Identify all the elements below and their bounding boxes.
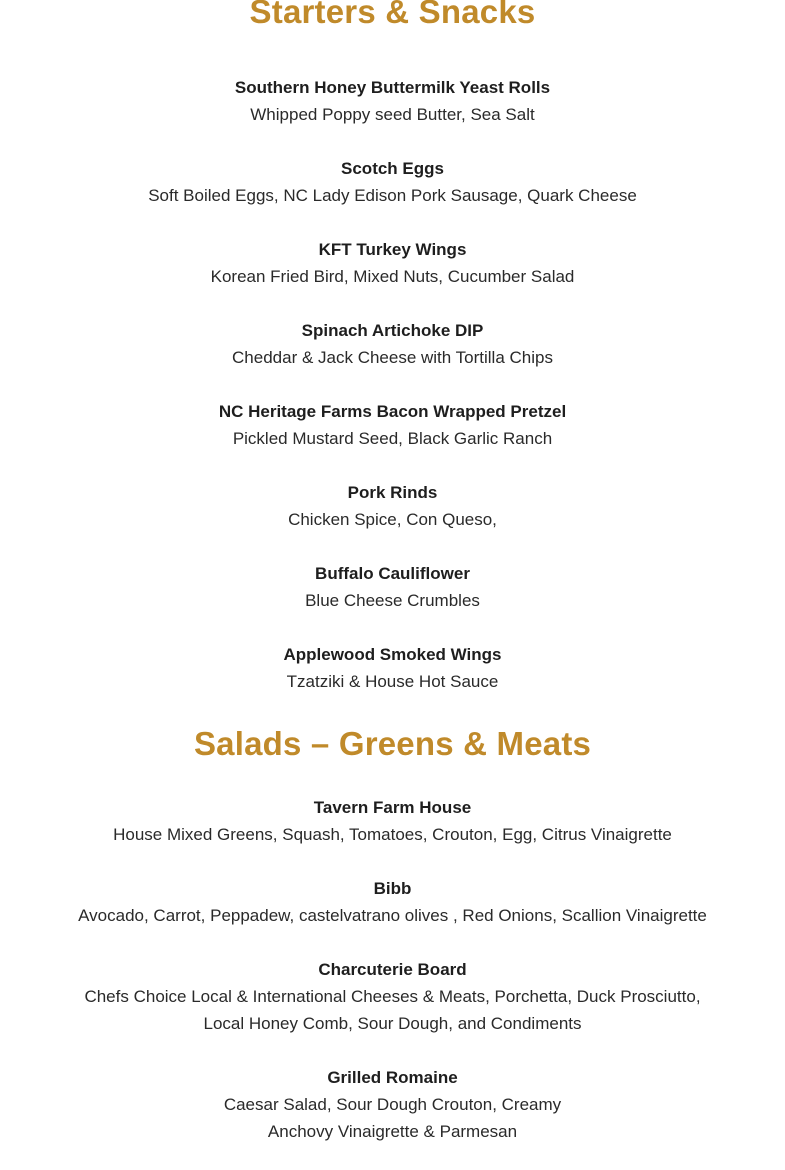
menu-item-name: Bibb xyxy=(373,879,412,898)
menu-item-name: NC Heritage Farms Bacon Wrapped Pretzel xyxy=(218,402,567,421)
menu-item-description: Avocado, Carrot, Peppadew, castelvatrano olives , Red Onions, Scallion Vinaigrette xyxy=(78,906,707,925)
menu-item-description: Cheddar & Jack Cheese with Tortilla Chips xyxy=(232,348,553,367)
menu-item xyxy=(0,641,785,695)
menu-item-description: Soft Boiled Eggs, NC Lady Edison Pork Sausage, Quark Cheese xyxy=(148,186,637,205)
menu-item xyxy=(0,155,785,209)
menu-item-name: Grilled Romaine xyxy=(327,1068,458,1087)
menu-item-name: Spinach Artichoke DIP xyxy=(301,321,484,340)
menu-item-name: Applewood Smoked Wings xyxy=(283,645,502,664)
menu-item-description: Chefs Choice Local & International Cheeses & Meats, Porchetta, Duck Prosciutto, Local Honey Comb, Sour Dough, and Condiments xyxy=(84,987,701,1033)
menu-item-description: Chicken Spice, Con Queso, xyxy=(288,510,497,529)
menu-item-description: Whipped Poppy seed Butter, Sea Salt xyxy=(250,105,535,124)
menu-item-description: Korean Fried Bird, Mixed Nuts, Cucumber Salad xyxy=(210,267,575,286)
menu-item xyxy=(0,236,785,290)
section-heading-salads: Salads – Greens & Meats xyxy=(193,725,592,762)
menu-item xyxy=(0,1064,785,1145)
menu-item-description: Pickled Mustard Seed, Black Garlic Ranch xyxy=(232,429,553,448)
menu-item-description: House Mixed Greens, Squash, Tomatoes, Crouton, Egg, Citrus Vinaigrette xyxy=(113,825,672,844)
menu-item xyxy=(0,479,785,533)
menu-item-description: Blue Cheese Crumbles xyxy=(305,591,480,610)
menu-item xyxy=(0,794,785,848)
menu-item xyxy=(0,956,785,1037)
menu-item-name: Charcuterie Board xyxy=(318,960,467,979)
menu-item-name: KFT Turkey Wings xyxy=(318,240,467,259)
section-heading-starters: Starters & Snacks xyxy=(249,0,536,30)
menu-item xyxy=(0,560,785,614)
menu-item-name: Tavern Farm House xyxy=(313,798,472,817)
menu-item-name: Southern Honey Buttermilk Yeast Rolls xyxy=(234,78,551,97)
menu-item xyxy=(0,74,785,128)
menu-item-name: Scotch Eggs xyxy=(341,159,444,178)
menu-item-name: Pork Rinds xyxy=(347,483,438,502)
menu-item xyxy=(0,317,785,371)
menu-item-description: Caesar Salad, Sour Dough Crouton, Creamy Anchovy Vinaigrette & Parmesan xyxy=(223,1095,562,1141)
menu-item-name: Buffalo Cauliflower xyxy=(315,564,470,583)
menu-item xyxy=(0,875,785,929)
menu-item-description: Tzatziki & House Hot Sauce xyxy=(286,672,499,691)
menu-item xyxy=(0,398,785,452)
